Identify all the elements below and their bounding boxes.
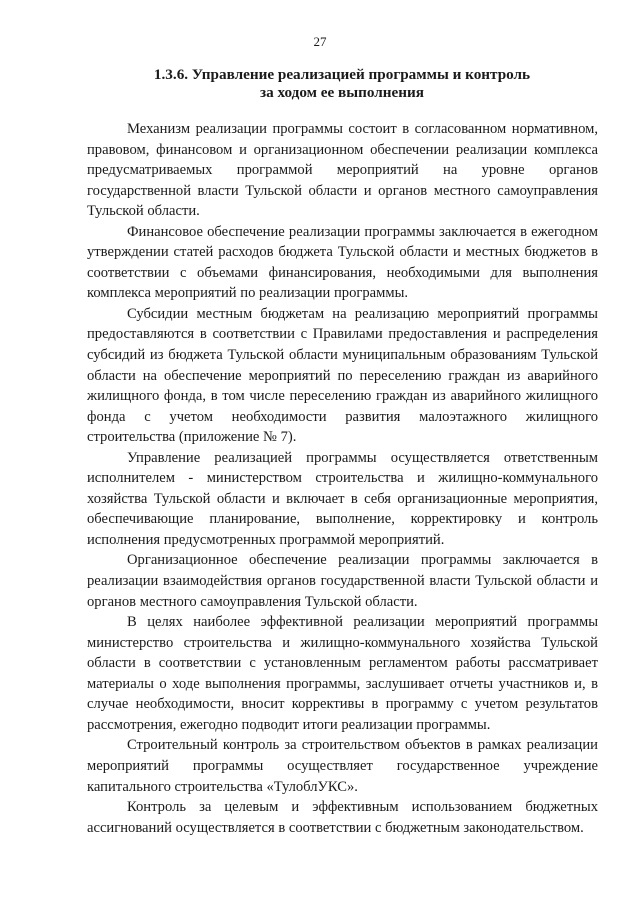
- page-number: 27: [313, 34, 327, 49]
- paragraph-8: Контроль за целевым и эффективным использованием бюджетных ассигнований осуществляется в соответствии с бюджетным законодательством.: [87, 799, 598, 836]
- paragraph-6: В целях наиболее эффективной реализации мероприятий программы министерство строительства и жилищно-коммунального хозяйства Тульской области в соответствии с установленным регламентом работы рассматривает материалы о ходе выполнения программы, заслушивает отчеты участников и, в случае необходимости, вносит коррективы в программу с учетом результатов рассмотрения, ежегодно подводит итоги реализации программы.: [87, 614, 598, 733]
- paragraph-4: Управление реализацией программы осуществляется ответственным исполнителем - министерством строительства и жилищно-коммунального хозяйства Тульской области и включает в себя организационные мероприятия, обеспечивающие планирование, выполнение, корректировку и контроль исполнения предусмотренных программой мероприятий.: [87, 449, 598, 548]
- paragraph-1: Механизм реализации программы состоит в согласованном нормативном, правовом, финансовом и организационном обеспечении реализации комплекса предусматриваемых программой мероприятий на уровне органов государственной власти Тульской области и органов местного самоуправления Тульской области.: [87, 121, 598, 220]
- section-heading-line-1: 1.3.6. Управление реализацией программы и контроль: [153, 66, 531, 83]
- paragraph-7: Строительный контроль за строительством объектов в рамках реализации мероприятий программы осуществляет государственное учреждение капитального строительства «ТулоблУКС».: [87, 737, 598, 795]
- section-heading-line-2: за ходом ее выполнения: [259, 84, 424, 101]
- paragraph-2: Финансовое обеспечение реализации программы заключается в ежегодном утверждении статей расходов бюджета Тульской области и местных бюджетов в соответствии с объемами финансирования, необходимыми для выполнения комплекса мероприятий по реализации программы.: [87, 223, 598, 302]
- section-heading: [86, 66, 598, 102]
- document-body: [87, 119, 598, 838]
- paragraph-3: Субсидии местным бюджетам на реализацию мероприятий программы предоставляются в соответствии с Правилами предоставления и распределения субсидий из бюджета Тульской области муниципальным образованиям Тульской области на обеспечение мероприятий по переселению граждан из аварийного жилищного фонда, в том числе переселению граждан из аварийного жилищного фонда с учетом необходимости развития малоэтажного жилищного строительства (приложение № 7).: [87, 305, 598, 446]
- paragraph-5: Организационное обеспечение реализации программы заключается в реализации взаимодействия органов государственной власти Тульской области и органов местного самоуправления Тульской области.: [87, 552, 598, 610]
